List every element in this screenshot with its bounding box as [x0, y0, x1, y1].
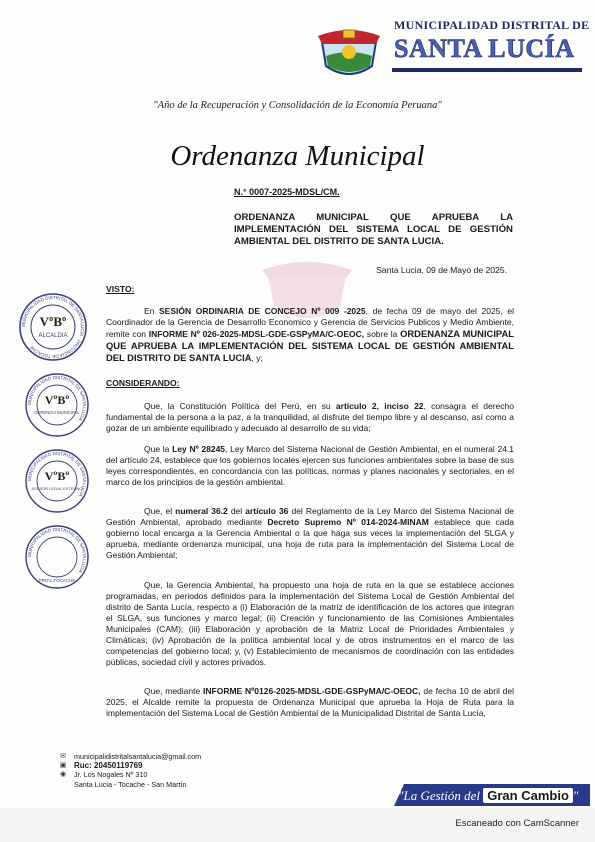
footer-location: Santa Lucia - Tocache - San Martín — [74, 779, 187, 789]
year-motto: "Año de la Recuperación y Consolidación de la Economía Peruana" — [153, 100, 442, 111]
footer-address: Jr. Los Nogales Nº 310 — [74, 770, 148, 780]
stamp-2-center: VºBº — [44, 393, 70, 407]
footer-email-row — [58, 752, 201, 761]
stamp-3-sub: ASESOR LEGAL EXTERNO — [31, 486, 83, 491]
footer-email: municipalidistritalsantalucia@gmail.com — [74, 752, 202, 761]
stamp-4-ring: MUNICIPALIDAD DISTRITAL DE SANTA LUCIA — [26, 526, 88, 574]
email-icon: ✉ — [60, 753, 66, 760]
footer-location-row — [58, 780, 201, 789]
slogan-strong: Gran Cambio — [483, 788, 573, 803]
document-title: Ordenanza Municipal — [170, 140, 425, 172]
stamp-provincia — [22, 522, 92, 592]
stamp-3-ring: MUNICIPALIDAD DISTRITAL DE SANTA LUCIA — [26, 450, 88, 498]
stamp-gerencia — [22, 370, 92, 440]
considerando-paragraph-1: Que, la Constitución Política del Perú, en su artículo 2, inciso 22, consagra el derecho fundamental de la persona a la paz, a la tranquilidad, al disfrute del tiempo libre y al descanso, así como a gozar de un ambiente equilibrado y adecuado al desarrollo de su vida; — [106, 401, 514, 433]
stamp-1-ring: MUNICIPALIDAD DISTRITAL DE SANTA LUCIA · PROVINCIA DE TOCACHE — [20, 294, 86, 360]
footer-ruc-row — [58, 761, 201, 770]
considerando-paragraph-2: Que la Ley Nº 28245, Ley Marco del Sistema Nacional de Gestión Ambiental, en el numeral 24.1 del artículo 24, establece que los gobiernos locales ejercen sus funciones ambientales sobre la base de sus leyes correspondientes, en concordancia con las políticas, normas y planes nacionales y sectoriales, en el marco de los principios de la gestión ambiental. — [106, 444, 515, 487]
footer-contact — [58, 752, 201, 789]
visto-heading: VISTO: — [106, 284, 135, 294]
municipality-label: MUNICIPALIDAD DISTRITAL DE — [394, 18, 590, 32]
id-icon: ▣ — [59, 762, 67, 770]
location-icon: ◉ — [59, 771, 67, 779]
document-date: Santa Lucia, 09 de Mayo de 2025. — [376, 265, 507, 275]
document-subject: ORDENANZA MUNICIPAL QUE APRUEBA LA IMPLEMENTACIÓN DEL SISTEMA LOCAL DE GESTIÓN AMBIENTAL DEL DISTRITO DE SANTA LUCIA. — [234, 212, 513, 247]
stamp-4-sub: PROV. TOCACHE — [38, 578, 76, 583]
considerando-heading: CONSIDERANDO: — [106, 378, 180, 388]
considerando-paragraph-3: Que, el numeral 36.2 del artículo 36 del Reglamento de la Ley Marco del Sistema Nacional de Gestión Ambiental, aprobado mediante Decreto Supremo Nº 014-2024-MINAM establece que cada gobierno local encarga a la Gerencia Ambiental o la que haga sus veces la implementación del SLGA y aprueba, mediante ordenanza municipal, una hoja de ruta para la implementación del Sistema Local de Gestión Ambiental; — [106, 506, 514, 560]
considerando-paragraph-4: Que, la Gerencia Ambiental, ha propuesto una hoja de ruta en la que se establece acciones programadas, en periodos definidos para la implementación del Sistema Local de Gestión Ambiental del distrito de Santa Lucía, respecto a (i) Elaboración de la matriz de identificación de los actores que integran el SLGA, sus funciones y marco legal; (ii) Creación y funcionamiento de las Comisiones Ambientales Municipales (CAM); (iii) Elaboración y aprobación de la Matriz Local de Prioridades Ambientales y Climáticas; (iv) Aprobación de la política ambiental local y de otros instrumentos en el marco de las competencias del gobierno local; y, (v) Establecimiento de mecanismos de coordinación con las entidades públicas, sociedad civil y actores privados. — [106, 580, 514, 667]
stamp-asesor-legal — [22, 446, 92, 516]
stamp-alcaldia — [18, 292, 88, 362]
stamp-1-sub: ALCALDIA — [38, 333, 68, 339]
footer-ruc: Ruc: 20450119769 — [74, 761, 143, 771]
document-number: N.° 0007-2025-MDSL/CM. — [234, 187, 340, 197]
scanner-watermark: Escaneado con CamScanner — [455, 818, 579, 829]
considerando-paragraph-5: Que, mediante INFORME Nº0126-2025-MDSL-GDE-GSPyMA/C-OEOC, de fecha 10 de abril del 2025, el Alcalde remite la propuesta de Ordenanza Municipal que aprueba la Hoja de Ruta para la implementación del Sistema Local de Gestión Ambiental de la Municipalidad Distrital de Santa Lucía, — [106, 686, 514, 718]
stamp-2-ring: MUNICIPALIDAD DISTRITAL DE SANTA LUCIA — [26, 374, 88, 422]
header-underline — [392, 68, 582, 72]
municipality-name: SANTA LUCÍA — [394, 34, 575, 63]
visto-paragraph: En SESIÓN ORDINARIA DE CONCEJO Nº 009 -2025, de fecha 09 de mayo del 2025, el Coordinador de la Gerencia de Desarrollo Economico y Gerencia de Servicios Publicos y Medio Ambiente, remite con INFORME Nº 026-2025-MDSL-GDE-GSPyMA/C-OEOC, sobre la ORDENANZA MUNICIPAL QUE APRUEBA LA IMPLEMENTACIÓN DEL SISTEMA LOCAL DE GESTIÓN AMBIENTAL DEL DISTRITO DE SANTA LUCIA, y; — [106, 306, 514, 363]
crest-emblem-icon — [316, 26, 382, 82]
slogan-text: "La Gestión del Gran Cambio " — [398, 788, 579, 803]
footer-address-row — [58, 770, 201, 779]
stamp-2-sub: GERENCIA MUNICIPAL — [34, 410, 80, 415]
stamp-1-center: VºBº — [39, 314, 67, 329]
stamp-3-center: VºBº — [44, 469, 70, 483]
